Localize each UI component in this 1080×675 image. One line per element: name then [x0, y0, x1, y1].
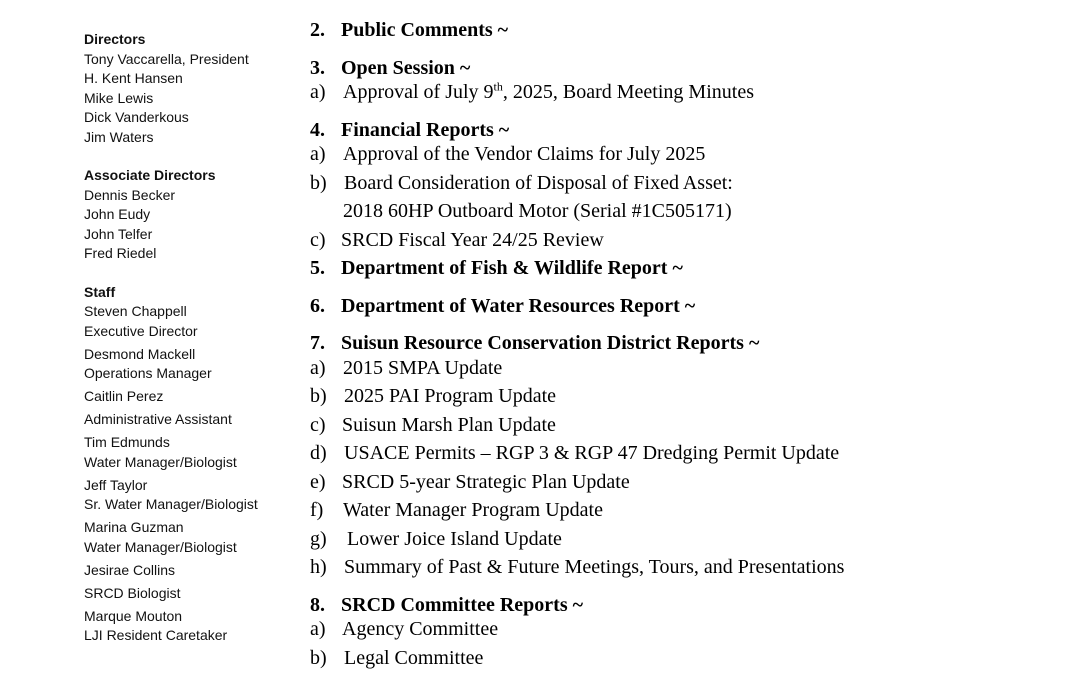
director-name: H. Kent Hansen [84, 70, 183, 86]
staff-title: Administrative Assistant [84, 411, 232, 427]
agenda-item-title: Open Session ~ [341, 56, 471, 79]
staff-name: Caitlin Perez [84, 388, 164, 404]
agenda-item-6 [310, 292, 1070, 321]
director-name: Dick Vanderkous [84, 109, 189, 125]
subitem-label: b) [310, 385, 327, 407]
agenda-item-2 [310, 16, 1070, 45]
agenda-item-number: 5. [310, 257, 325, 279]
staff-title: Operations Manager [84, 365, 212, 381]
subitem-label: h) [310, 556, 327, 578]
subitem-text: SRCD Fiscal Year 24/25 Review [341, 228, 604, 251]
subitem-text: Suisun Marsh Plan Update [342, 413, 556, 436]
staff-member [84, 433, 284, 472]
subitem-label: b) [310, 171, 327, 194]
agenda-item-number: 8. [310, 593, 325, 616]
staff-name: Jesirae Collins [84, 561, 176, 578]
staff-member [84, 387, 284, 430]
agenda-subitem [310, 354, 1070, 383]
agenda-subitem [310, 468, 1070, 497]
associate-director-name: John Eudy [84, 206, 151, 222]
staff-name: Jeff Taylor [84, 476, 148, 493]
subitem-label: a) [310, 81, 326, 103]
staff-member [84, 607, 284, 646]
staff-name: Steven Chappell [84, 303, 187, 319]
directors-heading: Directors [84, 31, 146, 47]
agenda-subitem [310, 78, 1070, 107]
agenda-subitem [310, 226, 1070, 255]
agenda-list [310, 0, 1070, 672]
staff-heading: Staff [84, 283, 116, 300]
agenda-subitem [310, 382, 1070, 411]
agenda-subitem-continuation [310, 197, 1070, 226]
staff-member [84, 302, 284, 341]
subitem-label: d) [310, 442, 327, 464]
agenda-item-number: 2. [310, 19, 325, 41]
subitem-label: c) [310, 413, 326, 436]
roster-sidebar [84, 30, 284, 646]
staff-list [84, 302, 284, 646]
subitem-label: b) [310, 646, 327, 669]
staff-title: Water Manager/Biologist [84, 453, 237, 470]
subitem-text: SRCD 5-year Strategic Plan Update [342, 470, 630, 493]
director-name: Tony Vaccarella, President [84, 50, 249, 67]
subitem-text: Water Manager Program Update [343, 499, 603, 521]
agenda-subitem [310, 615, 1070, 644]
agenda-item-number: 3. [310, 56, 325, 79]
agenda-subitem [310, 411, 1070, 440]
staff-member [84, 518, 284, 557]
subitem-text: Board Consideration of Disposal of Fixed Asset: [344, 171, 733, 194]
director-name: Mike Lewis [84, 89, 154, 106]
subitem-text: Agency Committee [342, 618, 499, 640]
subitem-label: f) [310, 499, 324, 521]
subitem-text: 2025 PAI Program Update [344, 385, 557, 407]
staff-title: LJI Resident Caretaker [84, 627, 228, 643]
staff-title: Sr. Water Manager/Biologist [84, 496, 258, 512]
subitem-text: 2018 60HP Outboard Motor (Serial #1C505171) [343, 200, 732, 222]
subitem-label: g) [310, 527, 327, 550]
staff-name: Desmond Mackell [84, 345, 196, 362]
staff-title: Executive Director [84, 322, 198, 339]
agenda-subitem [310, 140, 1070, 169]
staff-member [84, 561, 284, 604]
subitem-label: a) [310, 618, 326, 640]
agenda-subitem [310, 496, 1070, 525]
staff-member [84, 345, 284, 384]
staff-title: SRCD Biologist [84, 584, 181, 601]
agenda-subitem [310, 525, 1070, 554]
subitem-text: 2015 SMPA Update [343, 356, 503, 379]
subitem-text: Legal Committee [344, 646, 484, 669]
associate-director-name: Fred Riedel [84, 245, 157, 261]
subitem-text: Summary of Past & Future Meetings, Tours, and Presentations [344, 556, 845, 578]
agenda-subitem [310, 439, 1070, 468]
agenda-subitem [310, 553, 1070, 582]
subitem-text-part: Approval of July 9 [343, 81, 494, 103]
agenda-item-title: Public Comments ~ [341, 19, 509, 41]
subitem-label: e) [310, 470, 326, 493]
agenda-item-title: Suisun Resource Conservation District Reports ~ [341, 332, 760, 354]
agenda-item-number: 4. [310, 118, 325, 141]
subitem-label: a) [310, 356, 326, 379]
agenda-item-title: SRCD Committee Reports ~ [341, 593, 584, 616]
agenda-item-title: Department of Water Resources Report ~ [341, 294, 696, 317]
subitem-text [343, 78, 754, 107]
staff-name: Marque Mouton [84, 607, 183, 624]
subitem-label: c) [310, 228, 326, 251]
ordinal-superscript: th [493, 79, 503, 94]
agenda-item-title: Financial Reports ~ [341, 118, 510, 141]
associate-director-name: Dennis Becker [84, 186, 176, 203]
agenda-subitem [310, 169, 1070, 198]
staff-name: Marina Guzman [84, 519, 184, 535]
agenda-item-title: Department of Fish & Wildlife Report ~ [341, 257, 683, 279]
director-name: Jim Waters [84, 128, 154, 145]
subitem-label: a) [310, 143, 326, 165]
subitem-text: USACE Permits – RGP 3 & RGP 47 Dredging Permit Update [344, 442, 840, 464]
subitem-text: Lower Joice Island Update [347, 527, 562, 550]
associate-directors-heading: Associate Directors [84, 167, 216, 183]
agenda-subitem [310, 644, 1070, 673]
subitem-text-part: , 2025, Board Meeting Minutes [502, 81, 754, 103]
staff-name: Tim Edmunds [84, 434, 170, 450]
subitem-text: Approval of the Vendor Claims for July 2025 [343, 143, 706, 165]
agenda-item-number: 6. [310, 294, 325, 317]
staff-title: Water Manager/Biologist [84, 538, 237, 555]
agenda-item-number: 7. [310, 332, 325, 354]
staff-member [84, 476, 284, 515]
associate-director-name: John Telfer [84, 225, 153, 242]
agenda-item-5 [310, 254, 1070, 283]
